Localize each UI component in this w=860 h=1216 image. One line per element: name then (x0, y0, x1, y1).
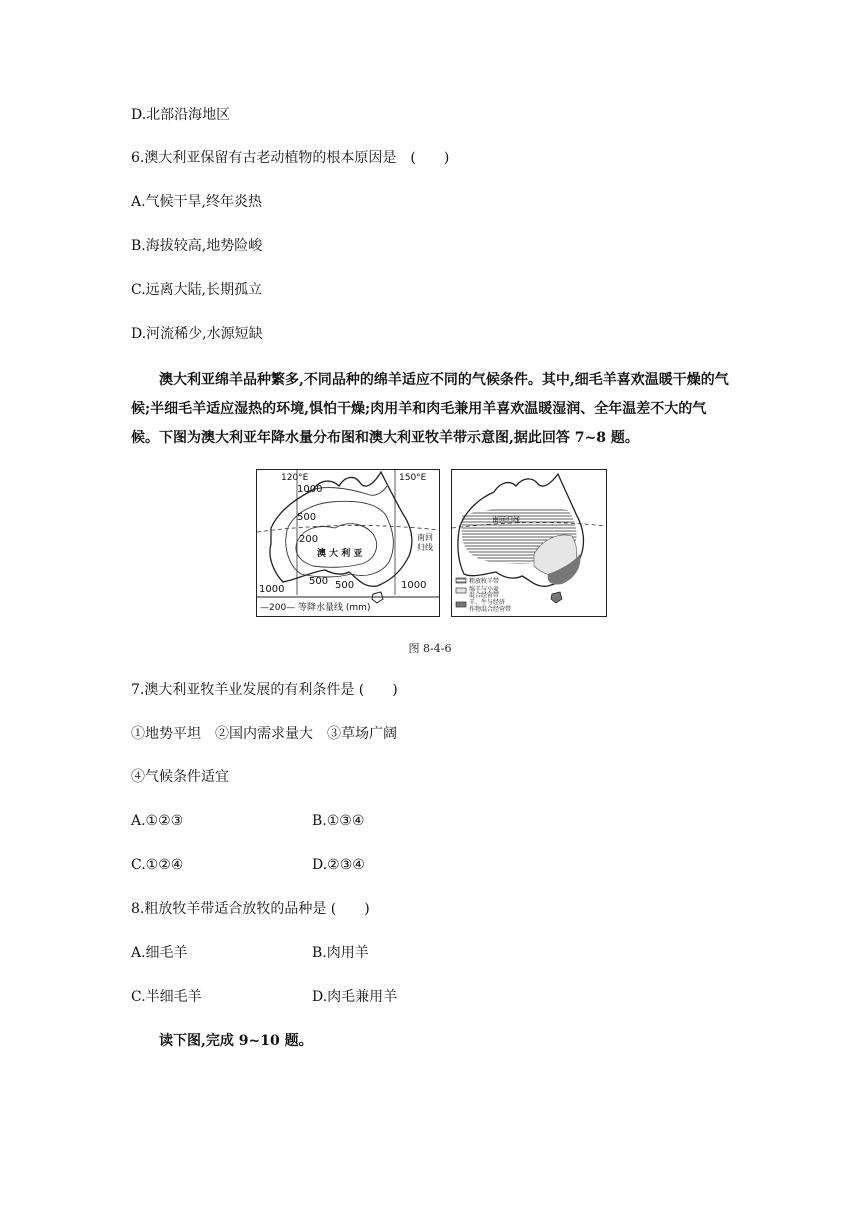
precipitation-map (256, 469, 440, 617)
q7-option-c: C.①②④ (131, 857, 184, 873)
legend-swatch-2 (456, 588, 466, 593)
figure-caption: 图 8-4-6 (408, 642, 452, 655)
legend-swatch-1 (456, 578, 466, 583)
label-500-bottom2: 500 (335, 580, 355, 591)
q6-option-d: D.河流稀少,水源短缺 (131, 326, 263, 342)
legend-swatch-3 (456, 602, 466, 607)
label-tropic-2: 归线 (417, 543, 433, 552)
q7-items-1: ①地势平坦 ②国内需求量大 ③草场广阔 (131, 726, 397, 742)
isohyet-200 (296, 524, 377, 568)
tropic-line (257, 525, 439, 532)
label-1000-top: 1000 (297, 484, 323, 495)
sheep-belt-map (451, 469, 607, 617)
label-tropic: 南回归线 (492, 516, 520, 524)
q8-option-b: B.肉用羊 (312, 945, 369, 961)
legend-label-2a: 绵羊与小麦 (469, 586, 500, 593)
legend-label-1: 粗放牧羊带 (469, 578, 500, 585)
legend-label-2b: 混合经营带 (469, 592, 500, 599)
q7-option-d: D.②③④ (312, 857, 365, 873)
label-1000-left: 1000 (259, 584, 285, 595)
label-1000-right: 1000 (401, 580, 427, 591)
tasmania-outline-2 (551, 592, 562, 603)
label-150e: 150°E (399, 473, 427, 483)
label-tropic-1: 南回 (417, 533, 433, 542)
label-200: 200 (299, 534, 319, 545)
q7-items-2: ④气候条件适宜 (131, 769, 229, 785)
legend-label-3b: 作物混合经营带 (469, 606, 512, 613)
q8-option-d: D.肉毛兼用羊 (312, 989, 398, 1005)
q7-stem: 7.澳大利亚牧羊业发展的有利条件是 ( ) (131, 682, 398, 698)
isohyet-legend: —200— 等降水量线 (mm) (260, 603, 371, 613)
q6-option-b: B.海拔较高,地势险峻 (131, 238, 263, 254)
q7-option-a: A.①②③ (131, 813, 184, 829)
q8-option-c: C.半细毛羊 (131, 989, 202, 1005)
q6-option-c: C.远离大陆,长期孤立 (131, 282, 263, 298)
label-country: 澳 大 利 亚 (317, 549, 363, 559)
label-500-top: 500 (297, 512, 317, 523)
q6-stem: 6.澳大利亚保留有古老动植物的根本原因是 ( ) (131, 150, 450, 166)
next-section-intro: 读下图,完成 9~10 题。 (159, 1033, 313, 1049)
passage: 澳大利亚绵羊品种繁多,不同品种的绵羊适应不同的气候条件。其中,细毛羊喜欢温暖干燥的气候;半细毛羊适应湿热的环境,惧怕干燥;肉用羊和肉毛兼用羊喜欢温暖湿润、全年温差不大的气候。下图为澳大利亚年降水量分布图和澳大利亚牧羊带示意图,据此回答 7~8 题。 (131, 372, 729, 446)
australia-outline (270, 472, 412, 586)
label-500-bottom: 500 (309, 576, 329, 587)
q7-option-b: B.①③④ (312, 813, 365, 829)
q8-stem: 8.粗放牧羊带适合放牧的品种是 ( ) (131, 901, 370, 917)
q5-option-d: D.北部沿海地区 (131, 107, 231, 123)
legend-label-3a: 羊、牛与经济 (469, 599, 506, 606)
q6-option-a: A.气候干旱,终年炎热 (131, 194, 263, 210)
label-120e: 120°E (281, 473, 309, 483)
q8-option-a: A.细毛羊 (131, 945, 188, 961)
